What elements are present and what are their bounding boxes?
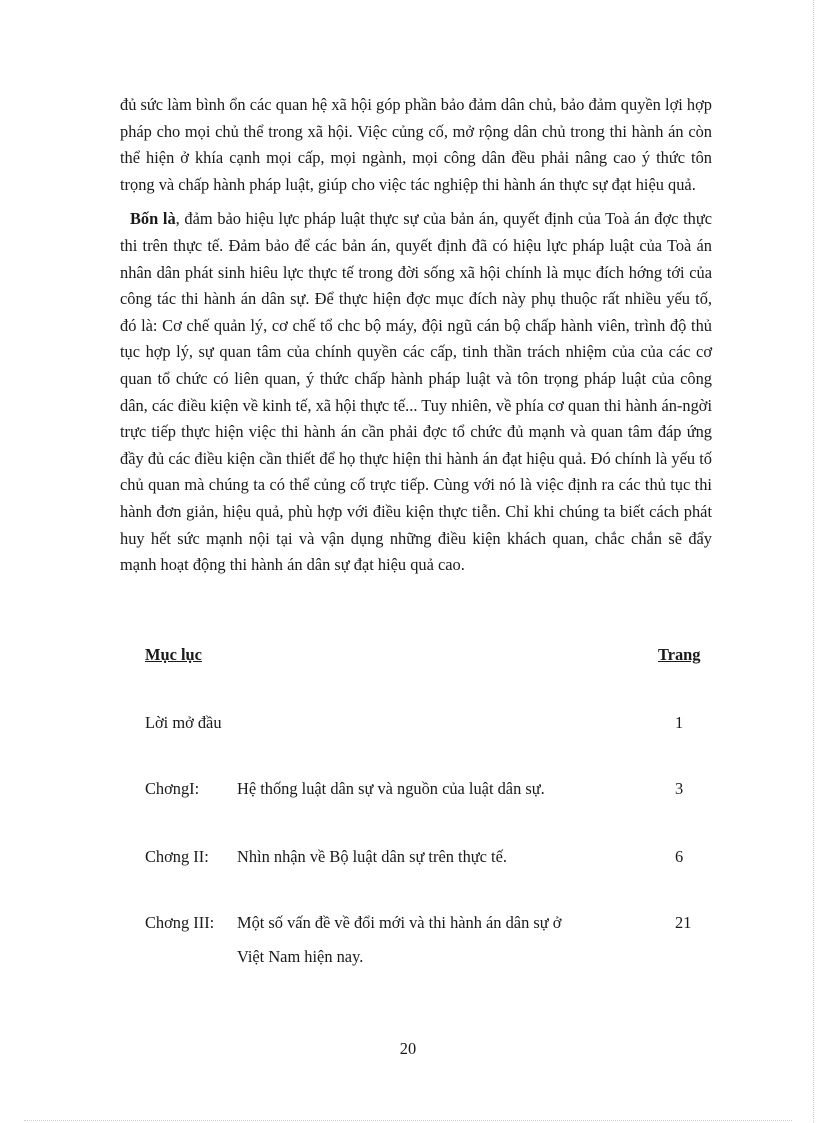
toc-entry-title: Hệ thống luật dân sự và nguồn của luật dân sự. — [237, 779, 545, 798]
paragraph-1-text: đủ sức làm bình ổn các quan hệ xã hội góp phần bảo đảm dân chủ, bảo đảm quyền lợi hợp pháp cho mọi chủ thể trong xã hội. Việc củng cố, mở rộng dân chủ trong thi hành án còn thể hiện ở khía cạnh mọi cấp, mọi ngành, mọi công dân đều phải nâng cao ý thức tôn trọng và chấp hành pháp luật, giúp cho việc tác nghiệp thi hành án thực sự đạt hiệu quả. — [120, 95, 712, 194]
toc-entry-page: 6 — [675, 847, 684, 866]
toc-entry-title: Một số vấn đề về đổi mới và thi hành án dân sự ở Việt Nam hiện nay. — [237, 913, 562, 966]
toc-page-heading: Trang — [658, 645, 701, 664]
toc-entry-page: 1 — [675, 713, 684, 732]
toc-entry-title: Nhìn nhận về Bộ luật dân sự trên thực tế. — [237, 847, 507, 866]
page-border-right — [813, 0, 814, 1123]
toc-entry-label: Chơng III: — [145, 913, 215, 932]
paragraph-2-lead: Bốn là — [130, 209, 176, 229]
page-border-bottom — [24, 1120, 792, 1121]
page-number: 20 — [399, 1039, 417, 1058]
toc-entry-page: 21 — [675, 913, 692, 932]
toc-entry-page: 3 — [675, 779, 684, 798]
paragraph-1 — [120, 92, 712, 198]
paragraph-2 — [120, 206, 712, 578]
paragraph-2-text: , đảm bảo hiệu lực pháp luật thực sự của bản án, quyết định của Toà án đợc thực thi trên thực tế. Đảm bảo để các bản án, quyết định đã có hiệu lực pháp luật của Toà án nhân dân phát sinh hiêu lực thực tế trong đời sống xã hội chính là mục đích hớng tới của công tác thi hành án dân sự. Để thực hiện đợc mục đích này phụ thuộc rất nhiều yếu tố, đó là: Cơ chế quản lý, cơ chế tổ chc bộ máy, đội ngũ cán bộ chấp hành viên, trình độ thủ tục hợp lý, sự quan tâm của chính quyền các cấp, tinh thần trách nhiệm của của các cơ quan tổ chức có liên quan, ý thức chấp hành pháp luật và tôn trọng pháp luật của công dân, các điều kiện về kinh tế, xã hội thực tế... Tuy nhiên, về phía cơ quan thi hành án-ngời trực tiếp thực hiện việc thi hành án cần phải đợc tổ chức đủ mạnh và quan tâm đáp ứng đầy đủ các điều kiện cần thiết để họ thực hiện thi hành án đạt hiệu quả. Đó chính là yếu tố chủ quan mà chúng ta có thể củng cố trực tiếp. Cùng với nó là việc định ra các thủ tục thi hành đơn giản, hiệu quả, phù hợp với điều kiện thực tiễn. Chỉ khi chúng ta biết cách phát huy hết sức mạnh nội tại và vận dụng những điều kiện khách quan, chắc chắn sẽ đẩy mạnh hoạt động thi hành án dân sự đạt hiệu quả cao. — [120, 209, 713, 575]
toc-heading: Mục lục — [145, 645, 202, 664]
toc-entry-label: Chơng II: — [145, 847, 209, 866]
toc-entry-label: ChơngI: — [145, 779, 200, 798]
body-text — [120, 92, 712, 579]
toc-entry-label: Lời mở đầu — [145, 713, 222, 732]
